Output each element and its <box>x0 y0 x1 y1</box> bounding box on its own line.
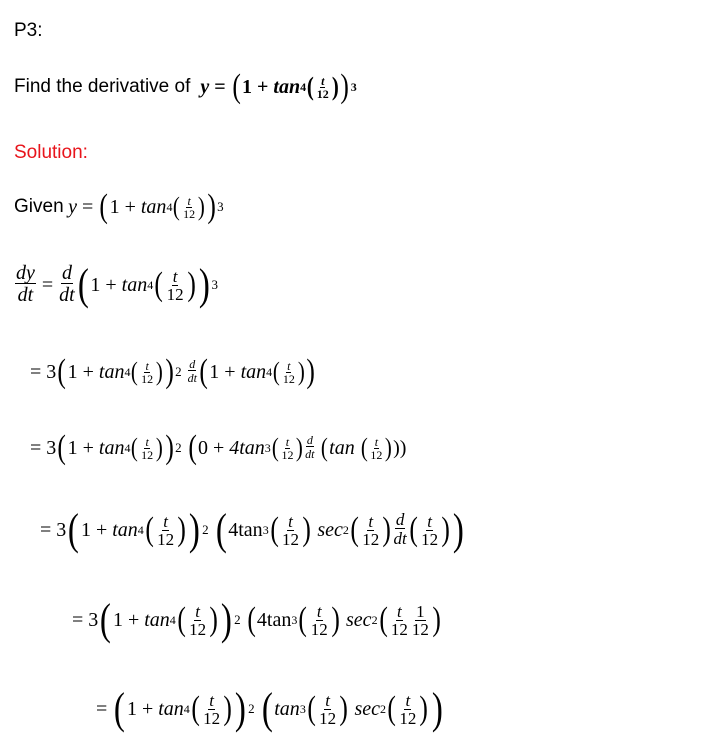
derivative-line-4: = 3 ( 1 + tan 4 ( $\frac{t}{12}$ ) ) 2 ( 4tan 3 ( $\frac{t}{12}$ ) sec 2 ( $\frac{t}{12}$ ) $\frac{d}{dt}$ ( $\frac{t}{12}$ ) ) <box>40 505 465 554</box>
derivative-line-3: = 3 ( 1 + tan 4 ( $\frac{t}{12}$ ) ) 2 ( 0 + 4tan 3 ( $\frac{t}{12}$ ) $\frac{d}{dt}$ ( tan ( $\frac{t}{12}$ ) )) <box>30 429 407 466</box>
derivative-line-1: $\frac{dy}{dt}$ = $\frac{d}{dt}$ ( 1 + tan 4 ( $\frac{t}{12}$ ) ) 3 <box>16 260 219 309</box>
derivative-line-6: = ( 1 + tan 4 ( $\frac{t}{12}$ ) ) 2 ( tan 3 ( $\frac{t}{12}$ ) sec 2 ( $\frac{t}{12}$ ) ) <box>96 684 443 733</box>
solution-label: Solution: <box>14 142 88 163</box>
derivative-line-2: = 3 ( 1 + tan 4 ( $\frac{t}{12}$ ) ) 2 $\frac{d}{dt}$ ( 1 + tan 4 ( $\frac{t}{12}$ ) ) <box>30 353 316 390</box>
problem-label: P3: <box>14 20 43 41</box>
problem-equation: y = ( 1 + tan 4 ( $\frac{t}{12}$ ) ) 3 <box>200 68 357 105</box>
problem-statement <box>14 70 357 104</box>
given-equation: Given y = ( 1 + tan 4 ( $\frac{t}{12}$ ) ) 3 <box>14 188 224 225</box>
problem-prompt: Find the derivative of <box>14 76 191 97</box>
derivative-line-5: = 3 ( 1 + tan 4 ( $\frac{t}{12}$ ) ) 2 ( 4tan 3 ( $\frac{t}{12}$ ) sec 2 ( $\frac{t}{12}$ $\frac{1}{12}$ ) <box>72 595 441 644</box>
given-label: Given <box>14 196 64 217</box>
